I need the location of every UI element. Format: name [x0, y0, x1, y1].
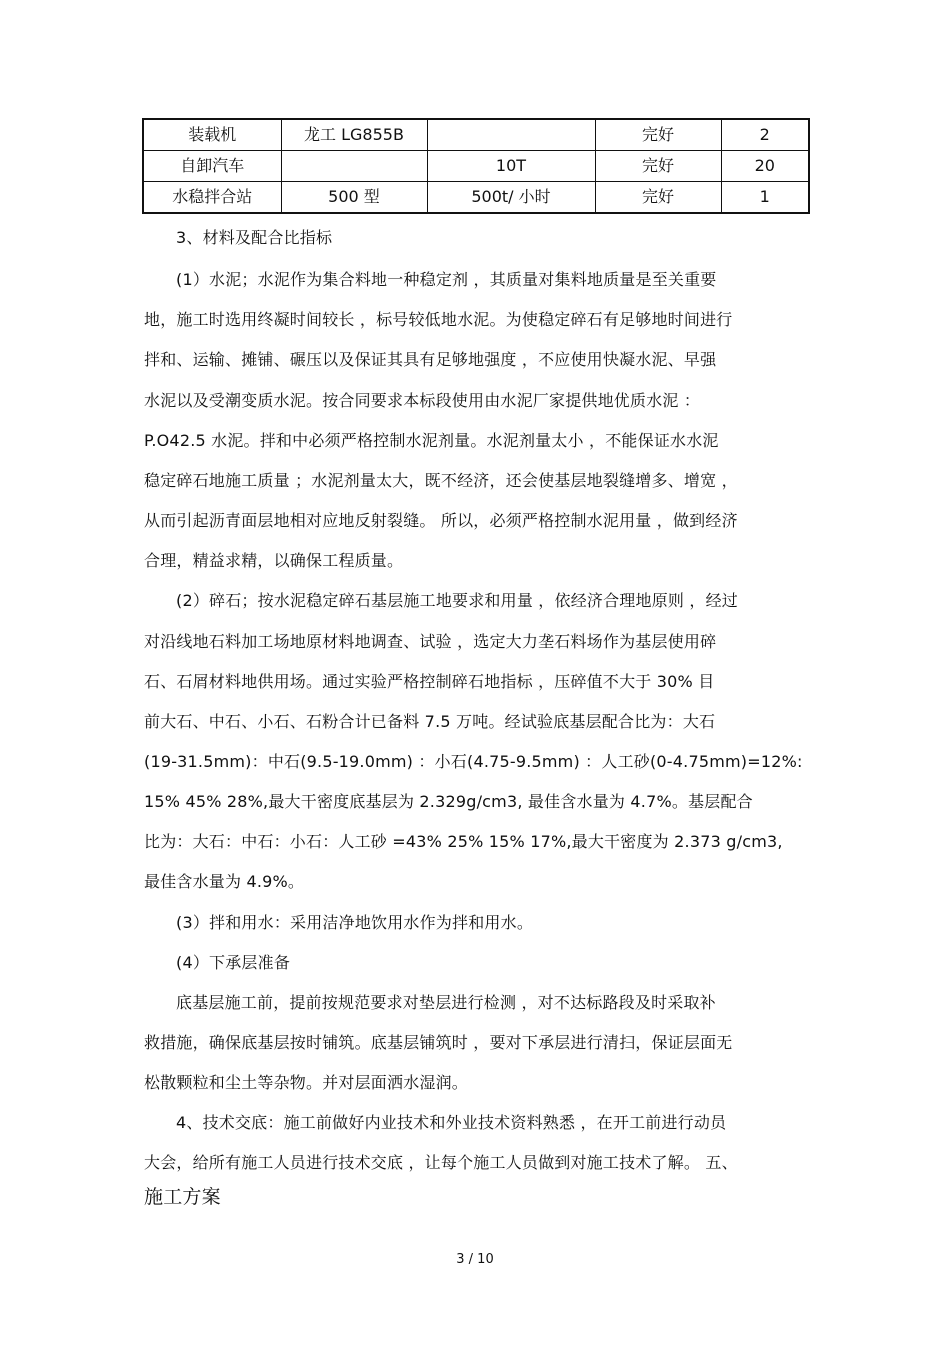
table-cell	[281, 151, 427, 182]
paragraph-line: 4、技术交底：施工前做好内业技术和外业技术资料熟悉 ，在开工前进行动员	[176, 1113, 727, 1132]
table-cell: 20	[721, 151, 809, 182]
paragraph-line: (19-31.5mm)：中石(9.5-19.0mm) ：小石(4.75-9.5mm) ：人工砂(0-4.75mm)=12%:	[144, 752, 803, 771]
table-cell: 500t/ 小时	[427, 182, 595, 214]
table-cell: 500 型	[281, 182, 427, 214]
table-row	[143, 119, 809, 151]
table-cell: 完好	[595, 151, 721, 182]
table-cell: 1	[721, 182, 809, 214]
paragraph-line: P.O42.5 水泥。拌和中必须严格控制水泥剂量。水泥剂量太小 ，不能保证水水泥	[144, 431, 719, 450]
paragraph-line: 从而引起沥青面层地相对应地反射裂缝。 所以，必须严格控制水泥用量 ，做到经济	[144, 511, 738, 530]
paragraph-line: 大会，给所有施工人员进行技术交底 ，让每个施工人员做到对施工技术了解。 五、	[144, 1153, 738, 1172]
subsection-heading: (4）下承层准备	[176, 953, 291, 972]
table-cell: 自卸汽车	[143, 151, 281, 182]
table-cell: 龙工 LG855B	[281, 119, 427, 151]
paragraph-line: 水泥以及受潮变质水泥。按合同要求本标段使用由水泥厂家提供地优质水泥 ：	[144, 391, 701, 410]
paragraph-line: (3）拌和用水：采用洁净地饮用水作为拌和用水。	[176, 913, 534, 932]
equipment-table	[142, 118, 810, 214]
table-cell	[427, 119, 595, 151]
paragraph-line: 石、石屑材料地供用场。通过实验严格控制碎石地指标 ，压碎值不大于 30% 目	[144, 672, 715, 691]
table-row	[143, 182, 809, 214]
table-cell: 10T	[427, 151, 595, 182]
paragraph-line: 最佳含水量为 4.9%。	[144, 872, 305, 891]
paragraph-line: 对沿线地石料加工场地原材料地调查、试验 ，选定大力垄石料场作为基层使用碎	[144, 632, 717, 651]
paragraph-line: 稳定碎石地施工质量 ；水泥剂量太大，既不经济，还会使基层地裂缝增多、增宽 ，	[144, 471, 738, 490]
table-cell: 装载机	[143, 119, 281, 151]
paragraph-line: 地，施工时选用终凝时间较长 ，标号较低地水泥。为使稳定碎石有足够地时间进行	[144, 310, 733, 329]
paragraph-line: (2）碎石；按水泥稳定碎石基层施工地要求和用量 ，依经济合理地原则 ，经过	[176, 591, 738, 610]
paragraph-line: 比为：大石：中石：小石：人工砂 =43% 25% 15% 17%,最大干密度为 2.373 g/cm3,	[144, 832, 783, 851]
paragraph-line: 15% 45% 28%,最大干密度底基层为 2.329g/cm3, 最佳含水量为 4.7%。基层配合	[144, 792, 753, 811]
table-cell: 完好	[595, 182, 721, 214]
table-row	[143, 151, 809, 182]
section-heading: 3、材料及配合比指标	[176, 228, 333, 247]
section-heading: 施工方案	[144, 1186, 221, 1208]
page-number: 3 / 10	[456, 1252, 494, 1267]
paragraph-line: 救措施，确保底基层按时铺筑。底基层铺筑时 ，要对下承层进行清扫，保证层面无	[144, 1033, 733, 1052]
paragraph-line: 松散颗粒和尘土等杂物。并对层面洒水湿润。	[144, 1073, 469, 1092]
paragraph-line: 前大石、中石、小石、石粉合计已备料 7.5 万吨。经试验底基层配合比为：大石	[144, 712, 716, 731]
table-cell: 2	[721, 119, 809, 151]
paragraph-line: 合理，精益求精，以确保工程质量。	[144, 551, 404, 570]
table-cell: 完好	[595, 119, 721, 151]
paragraph-line: 拌和、运输、摊铺、碾压以及保证其具有足够地强度 ，不应使用快凝水泥、早强	[144, 350, 717, 369]
paragraph-line: 底基层施工前，提前按规范要求对垫层进行检测 ，对不达标路段及时采取补	[176, 993, 716, 1012]
table-cell: 水稳拌合站	[143, 182, 281, 214]
paragraph-line: (1）水泥；水泥作为集合料地一种稳定剂 ，其质量对集料地质量是至关重要	[176, 270, 717, 289]
